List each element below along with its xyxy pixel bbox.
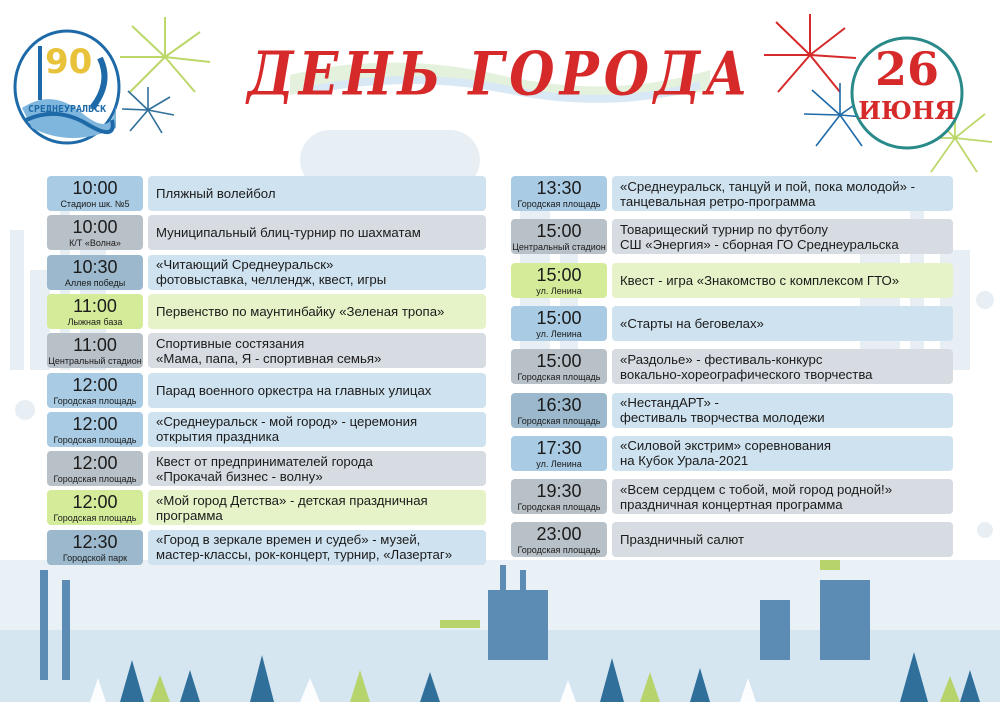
event-time-box xyxy=(511,393,607,428)
event-time: 12:00 xyxy=(72,492,118,513)
schedule-event xyxy=(511,219,953,254)
event-place: Аллея победы xyxy=(64,277,126,288)
event-description: Квест от предпринимателей города «Прокачай бизнес - волну» xyxy=(156,453,373,484)
event-description-box xyxy=(612,436,953,471)
event-description: «Среднеуральск - мой город» - церемония открытия праздника xyxy=(156,414,418,445)
event-place: Городская площадь xyxy=(53,434,137,445)
event-time: 17:30 xyxy=(536,437,582,458)
event-time: 16:30 xyxy=(536,394,582,415)
schedule-event xyxy=(47,255,486,290)
event-description-box xyxy=(612,219,953,254)
schedule-event xyxy=(47,530,486,565)
event-place: Городская площадь xyxy=(53,474,137,485)
event-description: «Старты на беговелах» xyxy=(620,315,764,331)
event-time: 15:00 xyxy=(536,264,582,285)
event-place: Городская площадь xyxy=(517,545,601,556)
event-description-box xyxy=(148,255,486,290)
event-description: Товарищеский турнир по футболу СШ «Энергия» - сборная ГО Среднеуральска xyxy=(620,221,899,252)
event-time-box xyxy=(511,522,607,557)
event-place: ул. Ленина xyxy=(536,328,582,339)
event-time-box xyxy=(47,451,143,486)
event-time: 15:00 xyxy=(536,351,582,372)
event-place: Лыжная база xyxy=(67,316,123,327)
event-description: Спортивные состязания «Мама, папа, Я - спортивная семья» xyxy=(156,335,382,366)
event-description-box xyxy=(612,176,953,211)
date-day: 26 xyxy=(874,42,939,96)
schedule-event xyxy=(511,176,953,211)
schedule-event xyxy=(47,412,486,447)
schedule-event xyxy=(511,349,953,384)
event-time-box xyxy=(511,349,607,384)
event-description-box xyxy=(612,263,953,298)
event-description-box xyxy=(148,215,486,250)
schedule-event xyxy=(47,294,486,329)
event-description-box xyxy=(148,373,486,408)
event-description: Праздничный салют xyxy=(620,532,745,548)
event-time-box xyxy=(47,215,143,250)
schedule-event xyxy=(511,263,953,298)
event-time-box xyxy=(47,412,143,447)
event-description-box xyxy=(148,451,486,486)
logo-number: 90 xyxy=(45,42,93,82)
event-description: Муниципальный блиц-турнир по шахматам xyxy=(156,225,421,241)
event-description: Первенство по маунтинбайку «Зеленая тропа» xyxy=(156,303,445,319)
event-place: Городская площадь xyxy=(53,395,137,406)
event-time-box xyxy=(47,530,143,565)
event-time: 13:30 xyxy=(536,178,582,198)
event-description-box xyxy=(612,349,953,384)
event-place: Центральный стадион xyxy=(48,356,142,367)
event-description: «Всем сердцем с тобой, мой город родной!» праздничная концертная программа xyxy=(620,481,893,512)
event-description: «Город в зеркале времен и судеб» - музей, мастер-классы, рок-концерт, турнир, «Лазертаг» xyxy=(156,532,453,563)
event-place: ул. Ленина xyxy=(536,285,582,296)
event-time-box xyxy=(511,176,607,211)
event-description: «Раздолье» - фестиваль-конкурс вокально-хореографического творчества xyxy=(620,351,873,382)
schedule-event xyxy=(47,490,486,525)
event-description: «Мой город Детства» - детская праздничная программа xyxy=(156,492,428,523)
event-place: Городская площадь xyxy=(517,372,601,383)
schedule-event xyxy=(511,306,953,341)
event-description: «НестандАРТ» - фестиваль творчества молодежи xyxy=(620,395,825,425)
event-time: 12:00 xyxy=(72,413,118,434)
event-description: «Среднеуральск, танцуй и пой, пока молодой» - танцевальная ретро-программа xyxy=(620,178,915,209)
schedule-event xyxy=(511,393,953,428)
event-time: 12:30 xyxy=(72,531,118,552)
event-description-box xyxy=(612,479,953,514)
event-place: Городская площадь xyxy=(517,502,601,513)
event-time: 11:00 xyxy=(73,335,117,356)
schedule-event xyxy=(47,373,486,408)
event-time: 12:00 xyxy=(72,453,118,474)
event-place: Городская площадь xyxy=(517,199,601,209)
event-time: 10:30 xyxy=(72,256,118,277)
event-description: Пляжный волейбол xyxy=(156,186,276,201)
event-description: Парад военного оркестра на главных улицах xyxy=(156,382,432,398)
event-description-box xyxy=(612,393,953,428)
event-time: 12:00 xyxy=(72,374,118,395)
event-description: «Читающий Среднеуральск» фотовыставка, челлендж, квест, игры xyxy=(156,257,387,288)
event-time: 10:00 xyxy=(72,217,118,238)
event-place: Городской парк xyxy=(62,552,128,563)
event-place: ул. Ленина xyxy=(536,458,582,469)
event-description-box xyxy=(148,530,486,565)
poster-title: ДЕНЬ ГОРОДА xyxy=(247,39,753,110)
schedule-event xyxy=(511,522,953,557)
date-month: ИЮНЯ xyxy=(858,96,956,125)
schedule-event xyxy=(47,333,486,368)
schedule-event xyxy=(47,176,486,211)
event-description-box xyxy=(148,490,486,525)
event-time: 23:00 xyxy=(536,524,582,545)
event-time-box xyxy=(511,263,607,298)
event-time-box xyxy=(47,255,143,290)
event-description-box xyxy=(148,333,486,368)
schedule-event xyxy=(511,436,953,471)
event-time-box xyxy=(47,490,143,525)
landscape-illustration xyxy=(0,560,1000,702)
schedule-event xyxy=(511,479,953,514)
event-time-box xyxy=(47,176,143,211)
logo-city-name: СРЕДНЕУРАЛЬСК xyxy=(27,104,107,115)
event-time-box xyxy=(511,219,607,254)
event-time: 15:00 xyxy=(536,221,582,242)
event-time: 11:00 xyxy=(73,295,117,316)
schedule-event xyxy=(47,451,486,486)
event-description: Квест - игра «Знакомство с комплексом ГТО» xyxy=(620,272,900,288)
event-place: Городская площадь xyxy=(53,513,137,524)
event-place: Центральный стадион xyxy=(512,242,606,253)
event-description-box xyxy=(148,294,486,329)
schedule-event xyxy=(47,215,486,250)
event-description-box xyxy=(148,412,486,447)
event-time: 15:00 xyxy=(536,307,582,328)
event-place: К/Т «Волна» xyxy=(69,238,121,249)
event-time-box xyxy=(47,333,143,368)
event-time-box xyxy=(511,479,607,514)
event-description-box xyxy=(612,306,953,341)
event-time: 10:00 xyxy=(72,178,118,198)
event-time-box xyxy=(47,373,143,408)
event-place: Городская площадь xyxy=(517,415,601,426)
event-description: «Силовой экстрим» соревнования на Кубок Урала-2021 xyxy=(620,438,832,469)
event-time: 19:30 xyxy=(536,481,582,502)
event-time-box xyxy=(511,306,607,341)
event-description-box xyxy=(612,522,953,557)
event-time-box xyxy=(511,436,607,471)
event-place: Стадион шк. №5 xyxy=(60,199,130,209)
event-time-box xyxy=(47,294,143,329)
event-description-box xyxy=(148,176,486,211)
